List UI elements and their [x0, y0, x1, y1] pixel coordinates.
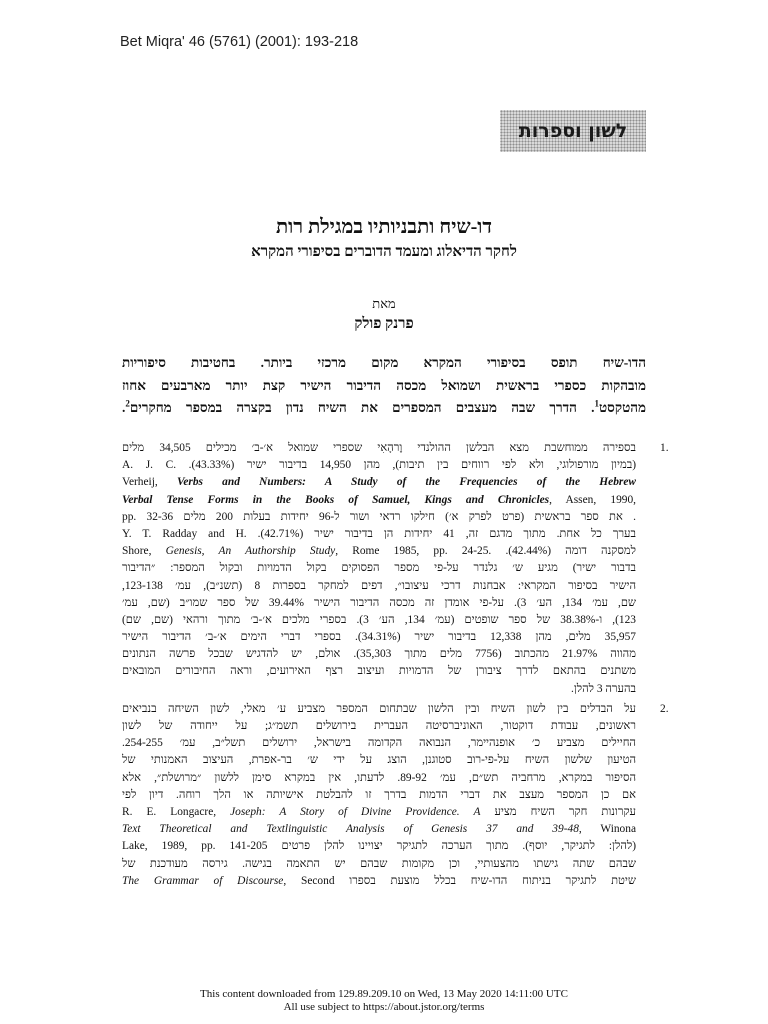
article-title: דו-שיח ותבניותיו במגילת רות: [275, 216, 493, 238]
footnote-text: שיטת לתגיקר בניתוח הדו-שיח בכלל מוצעת בספרו: [349, 874, 636, 887]
footnote-line: בספירה ממוחשבת מצא הבלשן ההולנדי וֶרהָאִי שספרי שמואל א׳-ב׳ מכילים 34,505 מלים: [122, 442, 636, 454]
footnote-2: [122, 701, 669, 890]
pub-info: , Winona: [578, 823, 636, 836]
footnote-text: עקרונות חקר השיח מציע: [494, 805, 636, 818]
footnote-body: [122, 440, 636, 698]
book-title: Verbal Tense Forms in the Books of Samuel, Kings and Chronicles: [122, 493, 550, 506]
intro-text: .: [122, 400, 126, 415]
footnote-marker[interactable]: 1: [594, 398, 600, 409]
author-ref: Verheij,: [122, 476, 158, 489]
intro-text: מהטקסט: [599, 400, 646, 415]
footnote-1: [122, 440, 669, 698]
author-ref: Shore,: [122, 545, 152, 558]
footnote-line: [122, 509, 636, 526]
article-subtitle: לחקר הדיאלוג ומעמד הדוברים בסיפורי המקרא: [251, 244, 517, 260]
footnote-line: בדבור ישיר) מגיע ש׳ גלנדר על-פי מספר הפסוקים בקול הדמויות ובקול המספר: ״הדיבור: [122, 562, 636, 575]
footnote-line: [122, 821, 636, 838]
footnote-line: הישיר בסיפור המקראי: אבחנות דרכי עיצובו״, דפים למחקר בספרות 8 (תשנ״ב), עמ׳ 123-138,: [122, 579, 636, 592]
footnote-line: אם כן המספר מעצב את דברי הדמות בדרך זו להבלטת אישיותה או הלך רוחה. דיון לפי: [122, 788, 636, 801]
footnote-line: מהווה 21.97% מהכתוב (7756 מלים מתוך 35,303). אולם, יש להדגיש שבכל פרשה הנתונים: [122, 648, 636, 661]
footnote-text: בערך כל אחת. מתוך מדגם זה, 41 יחידות הן בדיבור ישיר (42.71%).: [257, 527, 636, 540]
book-title: Joseph: A Story of Divine Providence. A: [230, 805, 481, 818]
download-notice: This content downloaded from 129.89.209.10 on Wed, 13 May 2020 14:11:00 UTC: [200, 988, 568, 1000]
footnote-text: (במיון מורפולוגי, ולא לפי רווחים בין תיבות), מהן 14,950 בדיבור ישיר (43.33%).: [188, 459, 636, 472]
footnote-number: 1.: [660, 442, 669, 454]
intro-paragraph: [122, 352, 646, 420]
footnote-text: (להלן: לתגיקר, יוסף). מתוך הערכה לתגיקר יצויינו להלן פרטים: [281, 840, 636, 853]
footnote-line: [122, 838, 636, 855]
book-ref: [122, 545, 491, 557]
footnote-line: [122, 457, 636, 474]
footnote-line: 35,957 מלים, מהן 12,338 בדיבור ישיר (34.31%). בספרי דברי הימים א׳-ב׳ הדיבור הישיר: [122, 631, 636, 644]
footnote-line: [122, 474, 636, 491]
footnote-text: . את ספר בראשית (פרט לפרק א׳) חילקו רדאי ושור ל-96 יחידות בעלות 200 מלים: [183, 510, 636, 523]
book-title: Genesis, An Authorship Study: [165, 545, 336, 558]
footnote-line: בהערה 3 להלן.: [571, 682, 636, 695]
footnote-line: הסיפור במקרא, מרחביה תש״ם, עמ׳ 89-92. לדעתו, אין במקרא סימן ללשון ״מרושלת״, אלא: [122, 771, 636, 784]
footnote-number: 2.: [660, 702, 669, 715]
footnote-line: החיילים מצביע כ׳ אופנהיימר, הנבואה הקדומה בישראל, ירושלים תשל״ב, עמ׳ 254-255.: [122, 737, 636, 750]
footnote-line: על הבדלים בין לשון השיח ובין הלשון שבתחום המספּר מצביע ע׳ מאלי, לשון השיחה בנביאים: [122, 702, 636, 715]
author-ref: Y. T. Radday and H.: [122, 527, 247, 540]
pub-info: , Assen, 1990,: [549, 493, 636, 506]
footnote-line: [122, 526, 636, 543]
footnote-line: 123), ו-38.38% של ספר שופטים (עמ׳ 134, הע׳ 3). בספרי מלכים א׳-ב׳ מתוך ורהאי (שם, שם): [122, 613, 636, 626]
intro-line: [122, 397, 646, 420]
section-tag: לשון וספרות: [500, 110, 646, 152]
pub-info: , Rome 1985, pp. 24-25.: [335, 545, 492, 558]
footnote-line: [122, 492, 636, 509]
footnote-line: משתנים בהתאם לדרך ציבורן של הדמויות ועיצוב רצף האירועים, וראה החיבורים המובאים: [122, 665, 636, 678]
footnote-line: שבהם שתה גישתו מהצעותיי, וכן מקומות שבהם יש התאמה בגישה. גירסה מעודכנת של: [122, 857, 636, 870]
book-title: Text Theoretical and Textlinguistic Analysis of Genesis 37 and 39-48: [122, 823, 579, 836]
footnote-line: [122, 543, 636, 560]
footnote-text: למסקנה דומה (42.44%).: [505, 545, 636, 558]
pub-info: , Second: [283, 874, 335, 887]
book-ref: [122, 875, 335, 887]
footnote-line: [122, 873, 636, 890]
terms-link[interactable]: All use subject to https://about.jstor.org/terms: [283, 1000, 485, 1013]
book-title: Verbs and Numbers: A Study of the Frequencies of the Hebrew: [177, 476, 636, 489]
pub-info: Lake, 1989, pp. 141-205: [122, 840, 268, 853]
intro-text: . הדרך שבה מעצבים המספרים את השיח נדון בקצרה במספר מחקרים: [129, 400, 595, 415]
download-footer: [0, 988, 768, 1013]
intro-line: מובהקות כספרי בראשית ושמואל מכסה הדיבור הישיר קצת יותר מארבעים אחוז: [122, 377, 646, 393]
author-ref: A. J. C.: [122, 459, 177, 472]
book-title: The Grammar of Discourse: [122, 874, 284, 887]
footnote-marker[interactable]: 2: [125, 398, 130, 409]
author-ref: R. E. Longacre,: [122, 805, 217, 818]
footnotes: [122, 440, 669, 890]
journal-citation: Bet Miqra' 46 (5761) (2001): 193-218: [120, 34, 359, 50]
footnote-body: [122, 701, 636, 890]
intro-line: הדו-שיח תופס בסיפורי המקרא מקום מרכזי ביותר. בחטיבות סיפוריות: [122, 355, 646, 370]
footnote-line: שם, עמ׳ 134, הע׳ 3). על-פי אומדן זה מכסה הדיבור הישיר 39.44% של ספר שמו״ב (שם, עמ׳: [122, 596, 636, 609]
footnote-line: הטיעון שלשון השיח על-פי-רוב סטוגנן, הוצג על ידי ש׳ בר-אפרת, העיצוב האמנותי של: [122, 754, 636, 767]
footnote-line: [122, 804, 636, 821]
book-ref: [122, 806, 480, 818]
page-ref: pp. 32-36: [122, 510, 174, 523]
footnote-line: ראשונים, עבודת דוקטור, האוניברסיטה העברית בירושלים תשמ״ג; על ייחודה של לשון: [122, 720, 636, 732]
author-name: פרנק פולק: [354, 316, 414, 332]
byline-label: מאת: [372, 296, 396, 311]
